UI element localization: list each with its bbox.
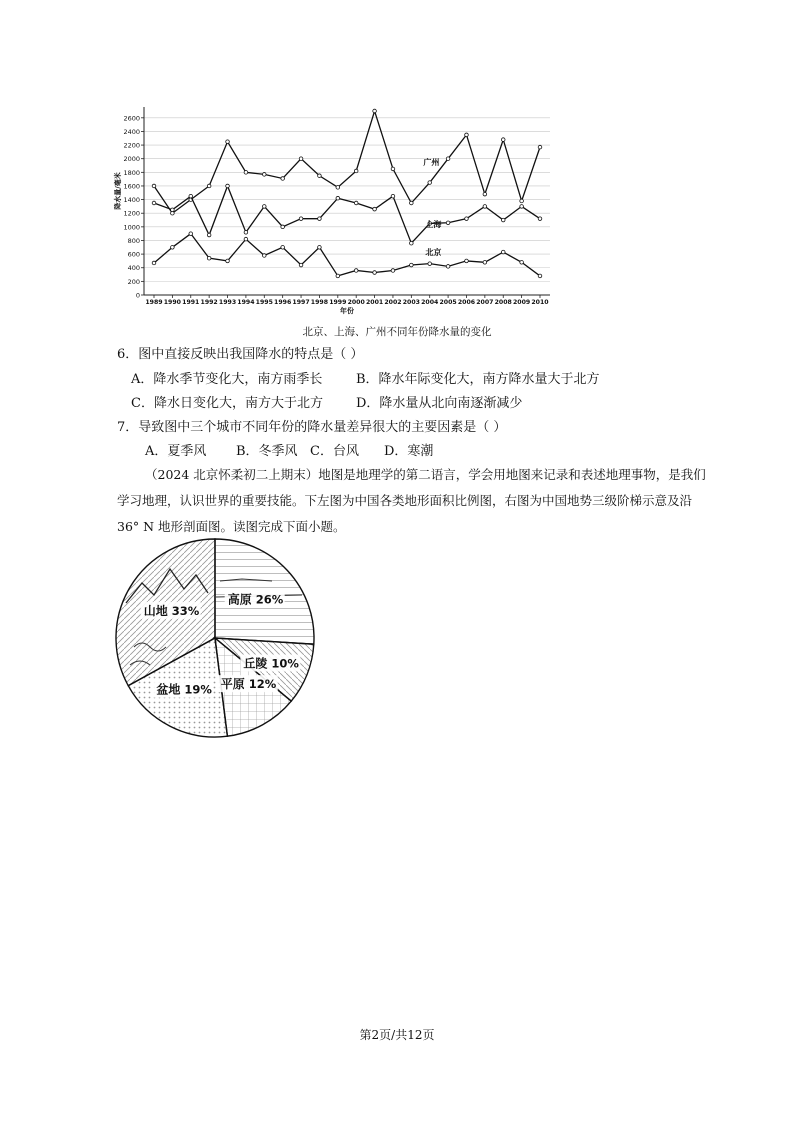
data-point (336, 186, 340, 190)
data-point (299, 217, 303, 221)
landform-pie-chart (112, 535, 318, 741)
x-tick-label: 2003 (402, 299, 420, 306)
x-axis-label: 年份 (340, 307, 354, 315)
x-tick-label: 1993 (218, 299, 237, 306)
data-point (501, 250, 505, 254)
x-tick-label: 1995 (255, 299, 273, 306)
pie-slice-label: 盆地 (156, 682, 181, 697)
x-tick-label: 2008 (494, 299, 512, 306)
data-point (483, 192, 487, 196)
data-point (410, 241, 414, 245)
x-tick-label: 2000 (347, 299, 365, 306)
x-tick-label: 1991 (182, 299, 200, 306)
question-6-stem: 6．图中直接反映出我国降水的特点是（ ） (117, 347, 364, 362)
question-7-option-d: D．寒潮 (384, 444, 434, 459)
question-6-option-c: C．降水日变化大，南方大于北方 (131, 396, 323, 411)
x-tick-label: 1994 (237, 299, 255, 306)
data-point (318, 217, 322, 221)
data-point (410, 263, 414, 267)
y-tick-label: 1800 (123, 168, 140, 177)
data-point (446, 265, 450, 269)
data-point (465, 217, 469, 221)
data-point (281, 245, 285, 249)
data-point (391, 194, 395, 198)
x-tick-label: 2009 (513, 299, 531, 306)
data-point (483, 205, 487, 209)
y-tick-label: 1400 (123, 196, 140, 205)
question-7-option-c: C．台风 (310, 444, 359, 459)
pie-slice-label: 高原 (227, 592, 252, 607)
data-point (152, 184, 156, 188)
question-7-option-a: A．夏季风 (145, 444, 207, 459)
data-point (465, 133, 469, 137)
data-point (520, 205, 524, 209)
passage-line-1: （2024 北京怀柔初二上期末）地图是地理学的第二语言，学会用地图来记录和表述地理事物，是我们 (145, 467, 706, 482)
y-tick-label: 2400 (123, 127, 140, 136)
y-tick-label: 1600 (123, 182, 140, 191)
data-point (501, 138, 505, 142)
x-tick-label: 1997 (292, 299, 310, 306)
y-tick-label: 1200 (123, 209, 140, 218)
data-point (281, 177, 285, 181)
pie-slice-label: 平原 (220, 677, 245, 692)
x-tick-label: 2002 (384, 299, 402, 306)
x-tick-label: 2004 (421, 299, 439, 306)
y-tick-label: 0 (135, 291, 140, 300)
data-point (354, 269, 358, 273)
data-point (520, 260, 524, 264)
data-point (538, 217, 542, 221)
passage-line-2: 学习地理，认识世界的重要技能。下左图为中国各类地形面积比例图，右图为中国地势三级阶梯示意及沿 (117, 493, 693, 508)
question-6-option-d: D．降水量从北向南逐渐减少 (356, 396, 523, 411)
x-tick-label: 1992 (200, 299, 218, 306)
data-point (538, 274, 542, 278)
x-tick-label: 2006 (457, 299, 476, 306)
data-point (465, 259, 469, 263)
data-point (501, 218, 505, 222)
x-tick-label: 2001 (365, 299, 384, 306)
y-axis-label: 降水量/毫米 (114, 172, 122, 210)
pie-slice-label: 丘陵 (243, 656, 268, 671)
data-point (410, 201, 414, 205)
data-point (318, 174, 322, 178)
y-tick-label: 2200 (123, 141, 140, 150)
data-point (373, 207, 377, 211)
question-6-option-a: A．降水季节变化大，南方雨季长 (131, 372, 323, 387)
pie-slice-value: 33% (171, 603, 200, 618)
question-7-stem: 7．导致图中三个城市不同年份的降水量差异很大的主要因素是（ ） (117, 420, 507, 435)
data-point (262, 173, 266, 177)
passage-line-3: 36° N 地形剖面图。读图完成下面小题。 (117, 519, 346, 534)
y-tick-label: 800 (127, 236, 140, 245)
y-tick-label: 2600 (123, 114, 140, 123)
data-point (446, 157, 450, 161)
chart-caption: 北京、上海、广州不同年份降水量的变化 (302, 326, 492, 338)
question-7-option-b: B．冬季风 (236, 444, 298, 459)
data-point (226, 259, 230, 263)
series-label: 北京 (425, 248, 442, 258)
y-tick-label: 1000 (123, 223, 140, 232)
x-tick-label: 1990 (163, 299, 181, 306)
data-point (189, 232, 193, 236)
y-tick-label: 200 (127, 277, 140, 286)
data-point (226, 140, 230, 144)
y-tick-label: 400 (127, 264, 140, 273)
data-point (244, 237, 248, 241)
data-point (373, 271, 377, 275)
data-point (152, 201, 156, 205)
data-point (226, 184, 230, 188)
data-point (262, 205, 266, 209)
data-point (299, 157, 303, 161)
data-point (354, 201, 358, 205)
data-point (152, 261, 156, 265)
data-point (207, 256, 211, 260)
data-point (207, 184, 211, 188)
data-point (520, 199, 524, 203)
x-tick-label: 1996 (274, 299, 292, 306)
series-label: 上海 (425, 220, 442, 230)
x-tick-label: 2007 (476, 299, 494, 306)
data-point (336, 196, 340, 200)
series-line-0 (154, 111, 540, 213)
data-point (318, 245, 322, 249)
data-point (391, 167, 395, 171)
pie-slice-value: 10% (271, 656, 299, 671)
page-footer: 第2页/共12页 (359, 1028, 435, 1042)
data-point (428, 181, 432, 185)
pie-slice-value: 19% (184, 682, 212, 697)
data-point (336, 274, 340, 278)
data-point (428, 262, 432, 266)
x-tick-label: 1998 (310, 299, 329, 306)
x-tick-label: 2005 (439, 299, 457, 306)
data-point (538, 145, 542, 149)
precipitation-line-chart (100, 105, 560, 320)
series-line-2 (154, 234, 540, 276)
data-point (299, 263, 303, 267)
data-point (373, 109, 377, 113)
series-label: 广州 (423, 158, 440, 167)
data-point (244, 231, 248, 235)
x-tick-label: 1989 (145, 299, 163, 306)
x-tick-label: 2010 (531, 299, 549, 306)
data-point (244, 171, 248, 175)
pie-slice-value: 26% (255, 592, 284, 607)
data-point (281, 225, 285, 229)
data-point (189, 194, 193, 198)
series-line-1 (154, 186, 540, 243)
data-point (171, 208, 175, 212)
data-point (262, 254, 266, 258)
pie-slice-label: 山地 (143, 603, 168, 618)
data-point (171, 245, 175, 249)
data-point (354, 169, 358, 173)
x-tick-label: 1999 (329, 299, 347, 306)
pie-slice-value: 12% (248, 677, 277, 692)
y-tick-label: 600 (127, 250, 140, 259)
data-point (207, 233, 211, 237)
y-tick-label: 2000 (123, 155, 140, 164)
data-point (446, 221, 450, 225)
data-point (391, 269, 395, 273)
question-6-option-b: B．降水年际变化大，南方降水量大于北方 (356, 372, 600, 387)
data-point (483, 260, 487, 264)
